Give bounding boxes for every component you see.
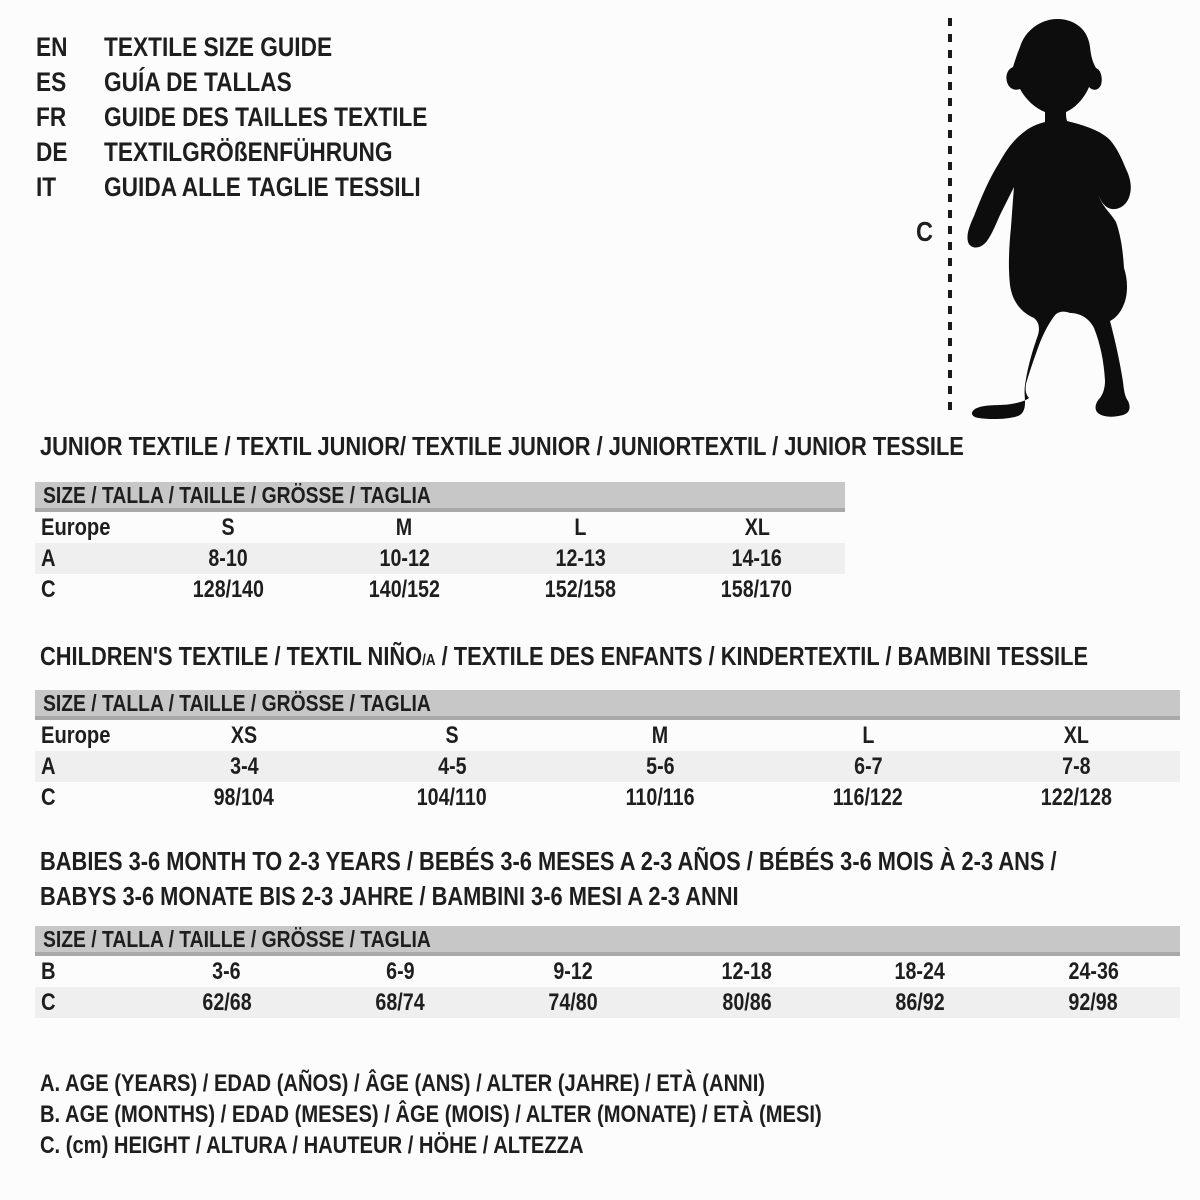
language-title: TEXTILE SIZE GUIDE xyxy=(104,32,333,62)
size-cell: 3-6 xyxy=(212,957,241,985)
size-cell: 7-8 xyxy=(1061,752,1091,780)
size-header-bar: SIZE / TALLA / TAILLE / GRÖSSE / TAGLIA xyxy=(35,926,1180,956)
row-label: C xyxy=(41,988,56,1016)
table-row-age-years xyxy=(35,751,1180,782)
size-cell: 98/104 xyxy=(213,783,275,811)
language-row-es xyxy=(36,65,489,100)
language-code: DE xyxy=(36,137,68,167)
language-row-fr xyxy=(36,100,489,135)
size-header-bar: SIZE / TALLA / TAILLE / GRÖSSE / TAGLIA xyxy=(35,482,845,512)
size-cell: 104/110 xyxy=(416,783,488,811)
size-cell: XS xyxy=(230,721,258,749)
language-row-en xyxy=(36,30,489,65)
language-title-list xyxy=(36,30,489,205)
size-cell: 6-7 xyxy=(853,752,883,780)
size-cell: 6-9 xyxy=(385,957,415,985)
size-table-children xyxy=(35,690,1180,813)
size-cell: 116/122 xyxy=(832,783,904,811)
language-title: GUÍA DE TALLAS xyxy=(104,67,292,97)
size-cell: 24-36 xyxy=(1068,957,1119,985)
language-title: GUIDE DES TAILLES TEXTILE xyxy=(104,102,428,132)
toddler-silhouette-icon xyxy=(962,16,1152,421)
table-row-age-months xyxy=(35,956,1180,987)
table-row-height-cm xyxy=(35,987,1180,1018)
row-label: B xyxy=(41,957,56,985)
size-header-bar: SIZE / TALLA / TAILLE / GRÖSSE / TAGLIA xyxy=(35,690,1180,720)
section-title-babies: BABIES 3-6 MONTH TO 2-3 YEARS / BEBÉS 3-6 MESES A 2-3 AÑOS / BÉBÉS 3-6 MOIS À 2-3 ANS / BABYS 3-6 MONATE BIS 2-3 JAHRE / BAMBINI 3-6 MESI A 2-3 ANNI xyxy=(40,846,1057,911)
legend-line-a: A. AGE (YEARS) / EDAD (AÑOS) / ÂGE (ANS) / ALTER (JAHRE) / ETÀ (ANNI) xyxy=(40,1070,766,1097)
language-code: IT xyxy=(36,172,57,202)
language-code: EN xyxy=(36,32,68,62)
size-cell: XL xyxy=(744,513,770,541)
size-cell: 122/128 xyxy=(1040,783,1112,811)
row-label: C xyxy=(41,783,56,811)
size-cell: 10-12 xyxy=(379,544,430,572)
table-row-europe xyxy=(35,512,845,543)
size-cell: 92/98 xyxy=(1068,988,1118,1016)
row-label: Europe xyxy=(41,513,111,541)
size-cell: 3-4 xyxy=(229,752,259,780)
toddler-figure xyxy=(900,14,1170,426)
language-row-de xyxy=(36,135,489,170)
size-cell: 74/80 xyxy=(548,988,598,1016)
size-cell: L xyxy=(574,513,587,541)
table-row-europe xyxy=(35,720,1180,751)
size-cell: 9-12 xyxy=(553,957,594,985)
size-cell: 140/152 xyxy=(368,575,440,603)
size-cell: XL xyxy=(1063,721,1089,749)
size-cell: 68/74 xyxy=(375,988,425,1016)
size-cell: 18-24 xyxy=(894,957,946,985)
size-cell: L xyxy=(861,721,875,749)
size-cell: 158/170 xyxy=(721,575,793,603)
table-row-height-cm xyxy=(35,574,845,605)
language-title: GUIDA ALLE TAGLIE TESSILI xyxy=(104,172,421,202)
size-table-junior xyxy=(35,482,845,605)
nino-a-subscript: /A xyxy=(422,652,436,669)
section-title-junior: JUNIOR TEXTILE / TEXTIL JUNIOR/ TEXTILE JUNIOR / JUNIORTEXTIL / JUNIOR TESSILE xyxy=(40,431,964,461)
size-cell: 110/116 xyxy=(625,783,695,811)
size-cell: 128/140 xyxy=(192,575,264,603)
size-table-babies xyxy=(35,926,1180,1018)
size-cell: 5-6 xyxy=(645,752,675,780)
size-cell: M xyxy=(651,721,669,749)
legend-line-c: C. (cm) HEIGHT / ALTURA / HAUTEUR / HÖHE / ALTEZZA xyxy=(40,1132,584,1159)
table-row-age-years xyxy=(35,543,845,574)
size-cell: 12-18 xyxy=(721,957,772,985)
size-cell: 62/68 xyxy=(202,988,252,1016)
size-cell: M xyxy=(396,513,413,541)
size-cell: S xyxy=(445,721,459,749)
size-cell: 14-16 xyxy=(731,544,783,572)
size-cell: 12-13 xyxy=(555,544,606,572)
size-cell: 8-10 xyxy=(208,544,248,572)
section-title-children: CHILDREN'S TEXTILE / TEXTIL NIÑO/A / TEXTILE DES ENFANTS / KINDERTEXTIL / BAMBINI TESSILE xyxy=(40,641,1089,671)
language-row-it xyxy=(36,170,489,205)
size-cell: 86/92 xyxy=(895,988,945,1016)
table-row-height-cm xyxy=(35,782,1180,813)
row-label: A xyxy=(41,752,56,780)
row-label: C xyxy=(41,575,56,603)
row-label: A xyxy=(41,544,56,572)
size-cell: S xyxy=(221,513,235,541)
language-code: FR xyxy=(36,102,67,132)
row-label: Europe xyxy=(41,721,111,749)
size-cell: 152/158 xyxy=(545,575,617,603)
legend-line-b: B. AGE (MONTHS) / EDAD (MESES) / ÂGE (MOIS) / ALTER (MONATE) / ETÀ (MESI) xyxy=(40,1101,822,1128)
height-label-c: C xyxy=(916,216,933,247)
legend xyxy=(40,1068,971,1161)
size-cell: 80/86 xyxy=(722,988,772,1016)
language-title: TEXTILGRÖßENFÜHRUNG xyxy=(104,137,393,167)
language-code: ES xyxy=(36,67,67,97)
size-cell: 4-5 xyxy=(437,752,467,780)
height-measure-dashed-line xyxy=(948,18,952,416)
